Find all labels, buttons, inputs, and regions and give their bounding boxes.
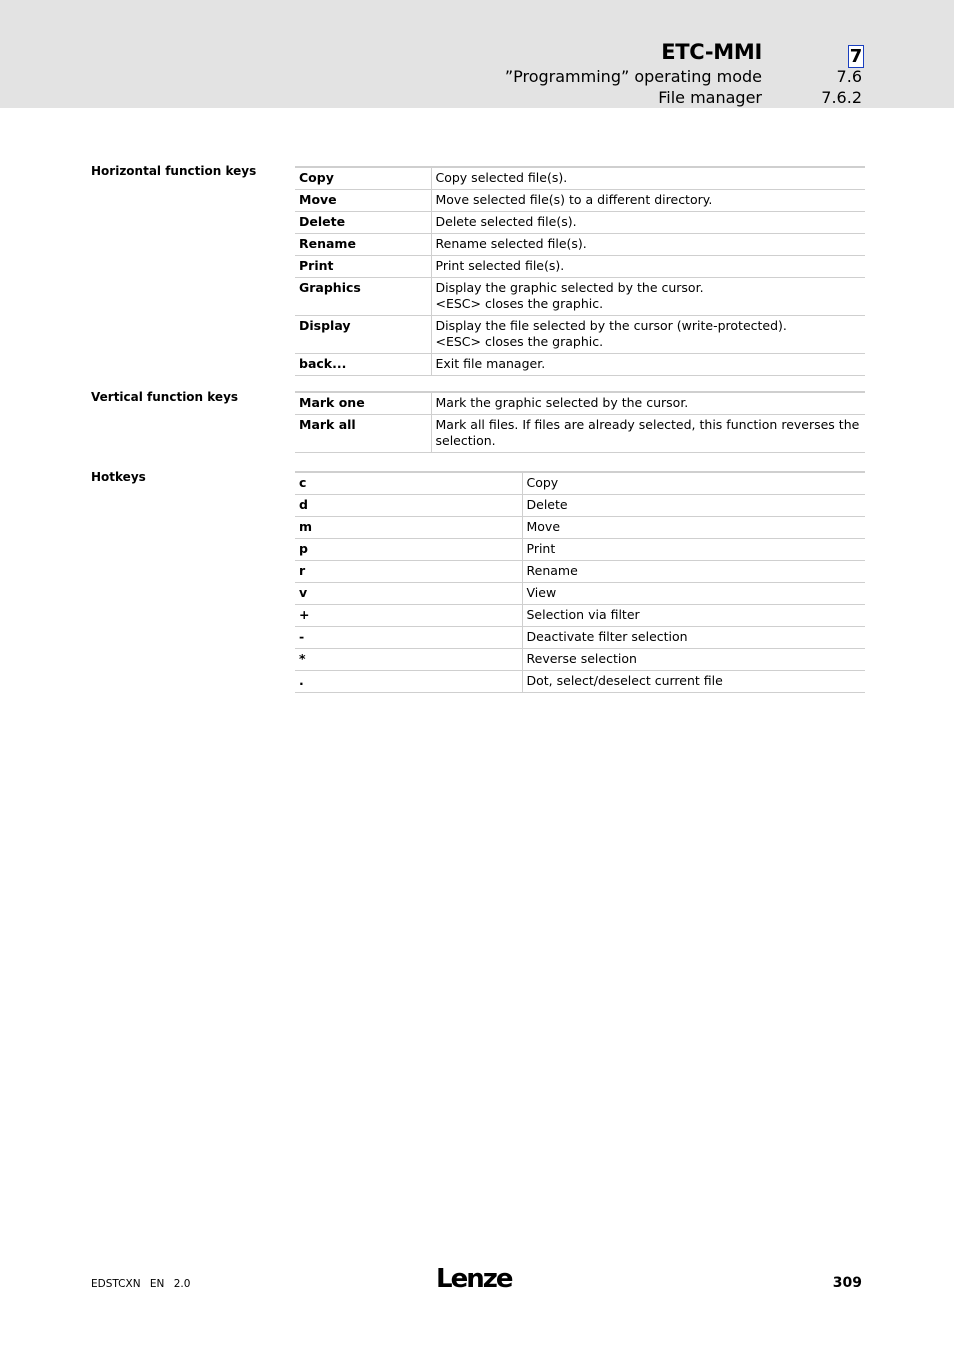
key-name: back... — [295, 354, 431, 376]
page-number: 309 — [832, 1275, 862, 1291]
description-line: Selection via filter — [526, 607, 640, 622]
table-row — [295, 627, 865, 649]
description-line: Mark the graphic selected by the cursor. — [435, 395, 689, 410]
header-title: ETC-MMI — [661, 40, 762, 64]
description-line: View — [526, 585, 557, 600]
description-line: Mark all files. If files are already selected, this function reverses the selection. — [435, 417, 860, 448]
key-description — [522, 671, 865, 693]
key-name: * — [295, 649, 522, 671]
description-line: Print selected file(s). — [435, 258, 565, 273]
key-name: d — [295, 495, 522, 517]
key-description — [522, 539, 865, 561]
table-row — [295, 539, 865, 561]
section-label-vertical: Vertical function keys — [91, 390, 239, 404]
table-row — [295, 234, 865, 256]
table-row — [295, 415, 865, 453]
key-name: m — [295, 517, 522, 539]
header-subtitle-2-number: 7.6.2 — [821, 88, 862, 107]
key-name: Move — [295, 190, 431, 212]
table-row — [295, 278, 865, 316]
table-row — [295, 316, 865, 354]
table-row — [295, 212, 865, 234]
table-row — [295, 561, 865, 583]
table-row — [295, 517, 865, 539]
key-description — [431, 256, 865, 278]
key-name: Mark all — [295, 415, 431, 453]
key-description — [522, 583, 865, 605]
header-subtitle-1: ”Programming” operating mode — [504, 67, 762, 86]
lenze-logo — [436, 1262, 514, 1292]
description-line: Rename — [526, 563, 578, 578]
key-description — [522, 561, 865, 583]
header-subtitle-1-number: 7.6 — [836, 67, 862, 86]
horizontal-keys-table — [295, 166, 865, 376]
table-row — [295, 649, 865, 671]
page-header — [0, 0, 954, 108]
description-line: Dot, select/deselect current file — [526, 673, 723, 688]
footer-version: 2.0 — [173, 1278, 191, 1290]
description-line: Copy — [526, 475, 559, 490]
key-name: Graphics — [295, 278, 431, 316]
key-description — [522, 605, 865, 627]
key-description — [431, 212, 865, 234]
description-line: Display the file selected by the cursor (write-protected). — [435, 318, 787, 333]
key-name: c — [295, 472, 522, 495]
lenze-logo-text: Lenze — [436, 1264, 512, 1292]
section-label-hotkeys: Hotkeys — [91, 470, 146, 484]
key-description — [431, 392, 865, 415]
description-line: Reverse selection — [526, 651, 637, 666]
key-description — [522, 517, 865, 539]
key-name: r — [295, 561, 522, 583]
key-name: Delete — [295, 212, 431, 234]
key-name: Copy — [295, 167, 431, 190]
description-line: Print — [526, 541, 556, 556]
key-name: . — [295, 671, 522, 693]
description-line: <ESC> closes the graphic. — [435, 296, 604, 311]
table-row — [295, 495, 865, 517]
key-name: Display — [295, 316, 431, 354]
key-name: + — [295, 605, 522, 627]
vertical-keys-table — [295, 391, 865, 453]
table-row — [295, 671, 865, 693]
table-row — [295, 392, 865, 415]
hotkeys-table — [295, 471, 865, 693]
key-name: p — [295, 539, 522, 561]
key-description — [431, 316, 865, 354]
footer-language: EN — [149, 1278, 165, 1290]
description-line: Rename selected file(s). — [435, 236, 587, 251]
key-description — [522, 472, 865, 495]
description-line: Delete — [526, 497, 568, 512]
table-row — [295, 472, 865, 495]
key-description — [522, 627, 865, 649]
table-row — [295, 583, 865, 605]
description-line: Exit file manager. — [435, 356, 546, 371]
description-line: Delete selected file(s). — [435, 214, 577, 229]
footer-doc-code: EDSTCXN — [91, 1278, 141, 1290]
table-row — [295, 256, 865, 278]
chapter-number-link[interactable]: 7 — [849, 46, 863, 67]
key-description — [431, 167, 865, 190]
key-description — [431, 190, 865, 212]
footer-doc-info — [91, 1278, 196, 1290]
header-subtitle-2: File manager — [658, 88, 762, 107]
table-row — [295, 167, 865, 190]
description-line: Copy selected file(s). — [435, 170, 568, 185]
key-description — [431, 354, 865, 376]
key-name: Rename — [295, 234, 431, 256]
description-line: Deactivate filter selection — [526, 629, 688, 644]
key-description — [522, 649, 865, 671]
key-description — [522, 495, 865, 517]
description-line: Move — [526, 519, 561, 534]
table-row — [295, 190, 865, 212]
table-row — [295, 605, 865, 627]
key-name: Print — [295, 256, 431, 278]
section-label-horizontal: Horizontal function keys — [91, 164, 257, 178]
key-name: - — [295, 627, 522, 649]
description-line: <ESC> closes the graphic. — [435, 334, 604, 349]
key-description — [431, 278, 865, 316]
key-name: v — [295, 583, 522, 605]
description-line: Display the graphic selected by the cursor. — [435, 280, 704, 295]
key-description — [431, 234, 865, 256]
table-row — [295, 354, 865, 376]
key-description — [431, 415, 865, 453]
description-line: Move selected file(s) to a different directory. — [435, 192, 713, 207]
key-name: Mark one — [295, 392, 431, 415]
